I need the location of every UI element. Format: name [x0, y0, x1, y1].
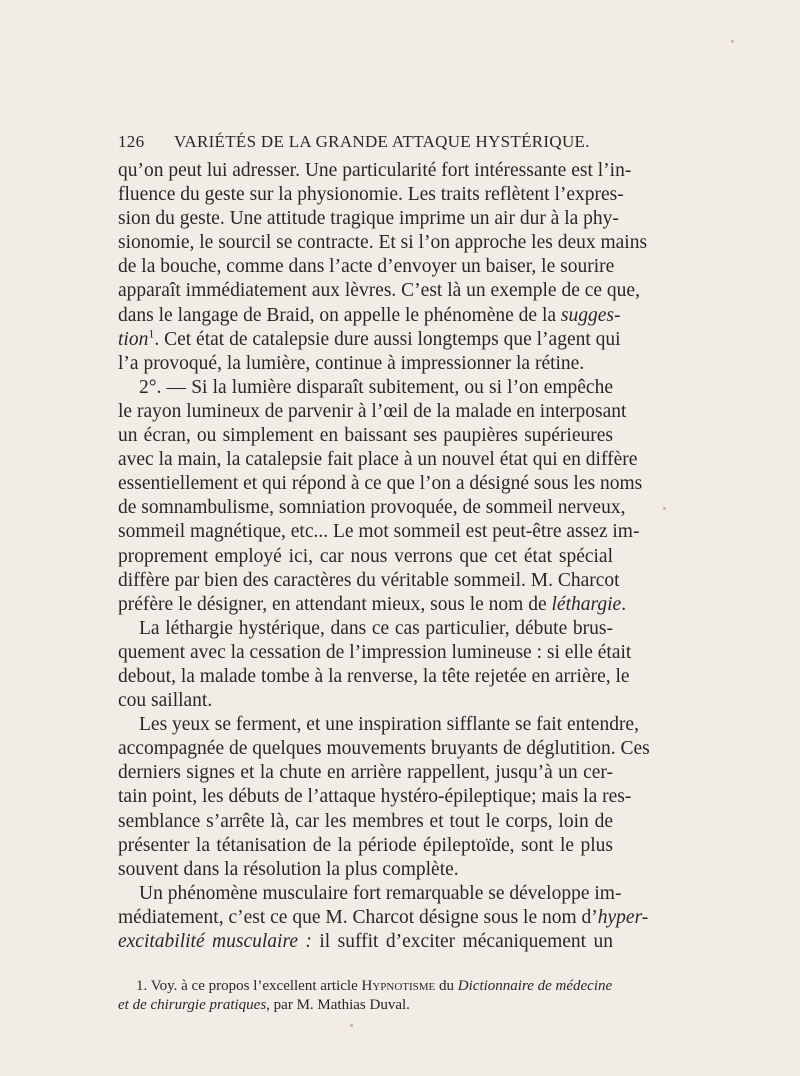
text-line: de la bouche, comme dans l’acte d’envoyer un baiser, le sourire — [118, 256, 615, 278]
text-line: cou saillant. — [118, 690, 213, 712]
text-line — [118, 713, 639, 737]
text-segment: Les yeux se ferment, et une inspiration sifflante se fait entendre, — [139, 714, 639, 736]
italic-term: Dictionnaire de médecine — [457, 978, 613, 994]
footnote-line — [118, 996, 613, 1015]
text-line — [118, 906, 649, 930]
italic-term: sugges- — [560, 304, 621, 326]
text-line: semblance s’arrête là, car les membres et tout le corps, loin de — [118, 810, 613, 832]
footnote-line — [118, 977, 613, 996]
page-number: 126 — [118, 132, 145, 151]
text-segment: dans le langage de Braid, on appelle le phénomène de la — [118, 304, 561, 326]
text-segment: il suffit d’exciter mécaniquement un — [311, 931, 613, 952]
text-line: fluence du geste sur la physionomie. Les traits reflètent l’expres- — [118, 184, 624, 206]
text-line: sionomie, le sourcil se contracte. Et si l’on approche les deux mains — [118, 232, 648, 254]
text-line — [118, 593, 627, 617]
text-line — [118, 304, 621, 328]
text-segment: préfère le désigner, en attendant mieux, sous le nom de — [118, 593, 552, 615]
footnote — [118, 977, 613, 1015]
text-segment: . Cet état de catalepsie dure aussi longtemps que l’agent qui — [154, 328, 621, 350]
italic-term: et de chirurgie pratiques — [118, 997, 267, 1013]
text-segment: La léthargie hystérique, dans ce cas particulier, débute brus- — [139, 617, 613, 639]
text-line: le rayon lumineux de parvenir à l’œil de la malade en interposant — [118, 400, 627, 422]
italic-term: tion — [118, 328, 149, 350]
italic-term: hyper- — [597, 906, 649, 928]
paper-speck — [663, 507, 666, 510]
text-segment: , par M. Mathias Duval. — [266, 997, 410, 1013]
text-line — [118, 930, 613, 954]
text-line: sommeil magnétique, etc... Le mot sommeil est peut-être assez im- — [118, 521, 640, 543]
text-line: derniers signes et la chute en arrière rappellent, jusqu’à un cer- — [118, 762, 613, 784]
small-caps-term: Hypnotisme — [361, 978, 436, 994]
text-line: l’a provoqué, la lumière, continue à impressionner la rétine. — [118, 352, 585, 374]
text-line — [118, 376, 613, 400]
text-line: de somnambulisme, somniation provoquée, de sommeil nerveux, — [118, 497, 626, 519]
text-line: qu’on peut lui adresser. Une particularité fort intéressante est l’in- — [118, 160, 632, 181]
text-line: tain point, les débuts de l’attaque hystéro-épileptique; mais la res- — [118, 786, 632, 808]
text-segment: médiatement, c’est ce que M. Charcot désigne sous le nom d’ — [118, 906, 598, 928]
text-line: diffère par bien des caractères du véritable sommeil. M. Charcot — [118, 569, 620, 591]
text-segment: Un phénomène musculaire fort remarquable se développe im- — [139, 882, 622, 904]
body-text — [118, 159, 650, 954]
text-line: apparaît immédiatement aux lèvres. C’est là un exemple de ce que, — [118, 280, 640, 302]
text-line: accompagnée de quelques mouvements bruyants de déglutition. Ces — [118, 738, 650, 760]
page-header — [118, 132, 618, 156]
running-title: VARIÉTÉS DE LA GRANDE ATTAQUE HYSTÉRIQUE. — [174, 132, 590, 151]
text-line — [118, 326, 621, 352]
text-line — [118, 617, 613, 641]
text-line: avec la main, la catalepsie fait place à un nouvel état qui en diffère — [118, 449, 638, 471]
text-line: proprement employé ici, car nous verrons que cet état spécial — [118, 545, 613, 567]
text-line: debout, la malade tombe à la renverse, la tête rejetée en arrière, le — [118, 665, 630, 687]
paper-speck — [731, 40, 734, 43]
text-line — [118, 882, 622, 906]
text-line: un écran, ou simplement en baissant ses paupières supérieures — [118, 425, 613, 447]
italic-term: excitabilité musculaire : — [118, 931, 312, 952]
text-line: sion du geste. Une attitude tragique imprime un air dur à la phy- — [118, 208, 619, 230]
paper-speck — [350, 1024, 353, 1027]
text-line: présenter la tétanisation de la période épileptoïde, sont le plus — [118, 834, 613, 856]
italic-term: léthargie — [551, 593, 622, 615]
text-line: quement avec la cessation de l’impression lumineuse : si elle était — [118, 641, 632, 663]
footnote-reference[interactable]: 1 — [148, 326, 155, 341]
text-segment: . — [621, 593, 627, 615]
text-segment: du — [435, 978, 458, 994]
text-segment: 2°. — Si la lumière disparaît subitement, ou si l’on empêche — [139, 376, 613, 398]
text-segment: 1. Voy. à ce propos l’excellent article — [136, 978, 362, 994]
text-line: essentiellement et qui répond à ce que l’on a désigné sous les noms — [118, 473, 643, 495]
text-line: souvent dans la résolution la plus complète. — [118, 858, 459, 880]
